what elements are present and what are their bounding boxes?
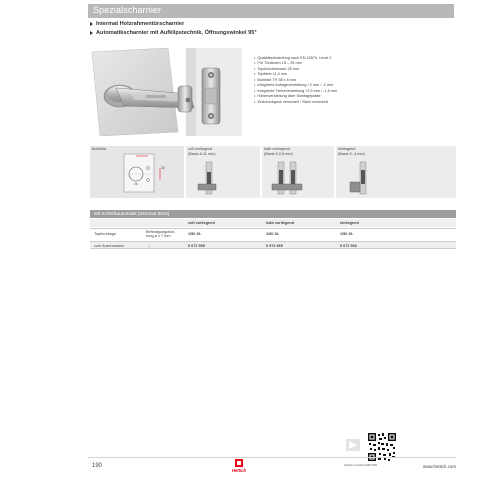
page-title: Spezialscharnier (93, 5, 162, 15)
pack-unit-half-overlay: 1/50 St. (266, 232, 280, 236)
subtitle-1-text: Intermat Holzrahmentürscharnier (96, 21, 185, 27)
subtitle-line-2 (90, 30, 257, 36)
mounting-image-table (90, 146, 456, 198)
table-section-bar (90, 210, 456, 218)
website-link[interactable]: www.hettich.com (423, 464, 456, 469)
inset-title: einliegend (338, 147, 356, 151)
hinge-product-photo (90, 48, 242, 136)
bullet-arrow-icon (90, 31, 93, 35)
fixing-hole-line-2: rung ø x T mm (146, 234, 171, 238)
col-header-full-overlay: voll vorliegend (188, 221, 215, 225)
fixing-hole-line-1: Befestigungsboh- (146, 230, 176, 234)
hinge-illustration (90, 48, 242, 136)
pack-unit-full-overlay: 1/50 St. (188, 232, 202, 236)
table-header-row (90, 219, 456, 227)
full-overlay-basis: (Basis 8-11 mm) (188, 151, 216, 156)
feature-item: • Bohrbild TH 38 x 8 mm (254, 78, 337, 83)
half-overlay-diagram (270, 158, 306, 196)
bullet-arrow-icon (90, 22, 93, 26)
row-label-cup-mounting: Topfmontage (94, 232, 116, 236)
pointer-arrow-icon (346, 439, 360, 451)
hettich-logo (226, 458, 252, 474)
drill-pattern-cell (90, 146, 184, 198)
feature-list (254, 56, 337, 105)
subtitle-line-1 (90, 21, 184, 27)
col-header-half-overlay: halb vorliegend (266, 221, 295, 225)
drill-pattern-label: Bohrbild (92, 147, 106, 151)
feature-item: • Für Türdicken 15 – 25 mm (254, 61, 337, 66)
drill-pattern-diagram (118, 150, 170, 196)
qr-code-block (344, 432, 400, 466)
half-overlay-label (264, 147, 293, 156)
footer-divider (88, 457, 456, 458)
feature-item: • Qualitätseinstufung nach EN 15570, Level 2 (254, 56, 337, 61)
article-number-half-overlay: 0 072 965 (266, 244, 283, 248)
feature-item: • Integrierte Tiefenverstellung +2,5 mm / -1,5 mm (254, 89, 337, 94)
hettich-logo-mark-icon (226, 458, 252, 468)
article-number-inset: 0 072 966 (340, 244, 357, 248)
table-section-title: Mit Schließautomatik (Intermat 9924) (94, 211, 170, 216)
qr-url-text[interactable]: hettich.com/short/5f71d8 (344, 463, 377, 467)
table-row (90, 228, 456, 240)
feature-item: • Topftiefe 11,0 mm (254, 72, 337, 77)
col-header-inset: einliegend (340, 221, 359, 225)
drill-dim-label: 26 (134, 182, 138, 186)
page-number: 190 (92, 463, 103, 469)
feature-item: • Integrierte Auflageverstellung +2 mm / -2 mm (254, 83, 337, 88)
full-overlay-cell (186, 146, 260, 198)
row-label-screw-on: zum Anschrauben (94, 244, 125, 248)
half-overlay-basis: (Basis 9,2,5 mm) (264, 151, 293, 156)
title-bar (88, 4, 454, 18)
fixing-hole-value: – (148, 244, 151, 248)
full-overlay-diagram (192, 158, 222, 196)
row-label-fixing-hole (146, 230, 176, 238)
feature-item: • Höhenverstellung über Montageplatte (254, 94, 337, 99)
half-overlay-title: halb vorliegend (264, 147, 290, 151)
subtitle-2-text: Automatikscharnier mit Aufklipstechnik, Öffnungswinkel 95° (96, 30, 257, 36)
drill-dim-label: 38 (161, 166, 165, 170)
feature-item: • Zinkdruckguss vernickelt / Stahl vernickelt (254, 100, 337, 105)
half-overlay-cell (262, 146, 334, 198)
pack-unit-inset: 1/50 St. (340, 232, 354, 236)
feature-item: • Topfdurchmesser 26 mm (254, 67, 337, 72)
inset-label (338, 147, 365, 156)
inset-diagram (344, 158, 374, 196)
article-number-full-overlay: 0 072 959 (188, 244, 205, 248)
inset-cell (336, 146, 456, 198)
table-row (90, 241, 456, 249)
logo-wordmark: Hettich (231, 468, 247, 473)
inset-basis: (Basis 0 -4 mm) (338, 151, 365, 156)
full-overlay-label (188, 147, 216, 156)
full-overlay-title: voll vorliegend (188, 147, 213, 151)
